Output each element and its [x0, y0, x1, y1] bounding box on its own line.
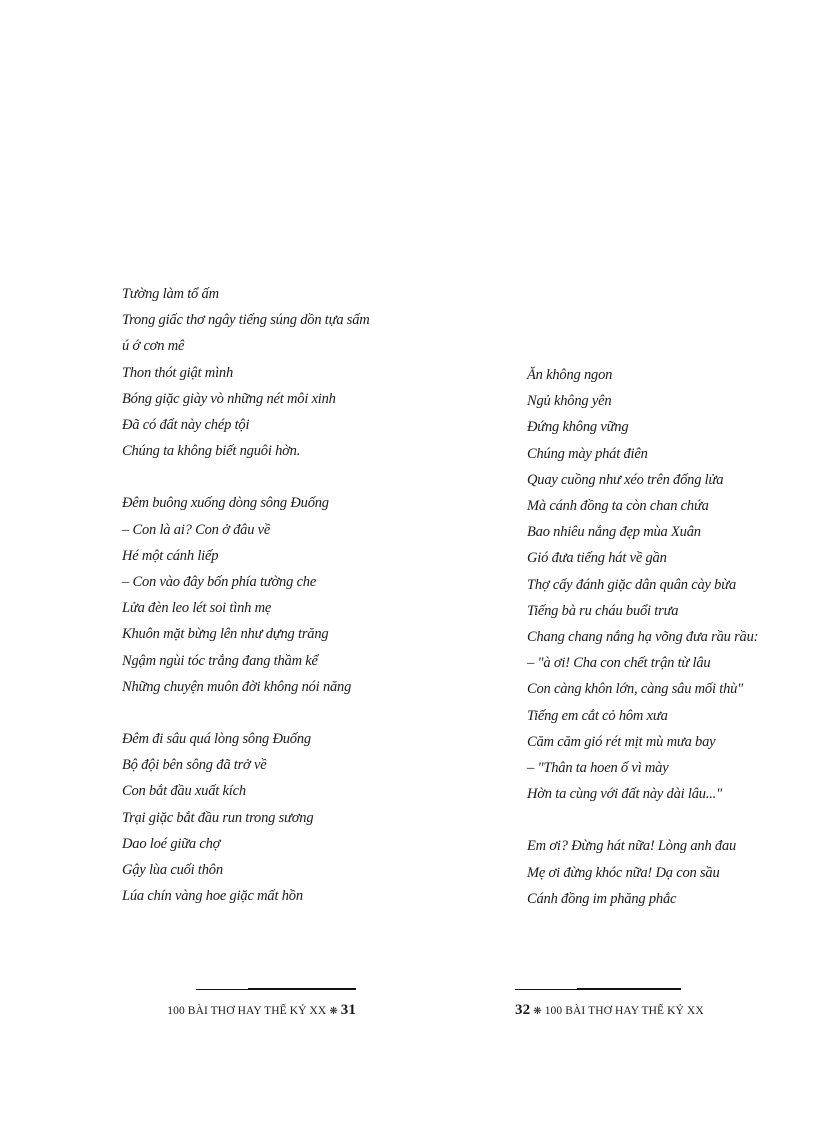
right-page-poem: [527, 362, 787, 938]
poem-line: Em ơi? Đừng hát nữa! Lòng anh đau: [527, 838, 737, 855]
page-number: 32: [515, 1002, 531, 1018]
poem-line: Ăn không ngon: [527, 367, 613, 383]
footer-rule: [248, 988, 356, 990]
poem-line: Con càng khôn lớn, càng sâu mối thù": [527, 681, 744, 698]
stanza: [122, 726, 452, 909]
footer-rule: [577, 988, 681, 990]
poem-line: Tường làm tổ ấm: [122, 286, 219, 302]
poem-line: Quay cuồng như xéo trên đống lửa: [527, 471, 724, 488]
left-page-footer: [167, 988, 356, 1028]
stanza: [122, 281, 452, 464]
poem-line: Đứng không vững: [527, 419, 629, 436]
book-title: 100 BÀI THƠ HAY THẾ KỶ XX: [167, 1005, 327, 1017]
poem-line: Cánh đồng im phăng phắc: [527, 890, 677, 907]
poem-line: Thợ cấy đánh giặc dân quân cày bừa: [527, 576, 736, 593]
poem-line: Hờn ta cùng với đất này dài lâu...": [527, 786, 722, 803]
poem-line: Đã có đất này chép tội: [122, 417, 250, 434]
poem-line: Tiếng em cắt cỏ hôm xưa: [527, 707, 668, 724]
poem-line: Bộ đội bên sông đã trở về: [122, 757, 267, 774]
left-page-poem: [122, 281, 452, 935]
poem-line: Tiếng bà ru cháu buổi trưa: [527, 602, 679, 619]
poem-line: Chang chang nắng hạ võng đưa rầu rầu:: [527, 629, 759, 646]
poem-line: Đêm đi sâu quá lòng sông Đuống: [122, 731, 311, 748]
poem-line: Hé một cánh liếp: [122, 547, 219, 564]
footer-rule: [196, 989, 248, 990]
footer-rule: [515, 989, 577, 990]
poem-line: Căm căm gió rét mịt mù mưa bay: [527, 733, 716, 750]
poem-line: Chúng ta không biết nguôi hờn.: [122, 443, 301, 460]
poem-line: Thon thót giật mình: [122, 364, 234, 381]
page-number: 31: [340, 1002, 356, 1018]
right-page-footer: [515, 988, 704, 1028]
poem-line: Khuôn mặt bừng lên như dựng trăng: [122, 626, 329, 643]
separator-icon: ❋: [329, 1006, 338, 1017]
separator-icon: ❋: [533, 1006, 542, 1017]
poem-line: Lúa chín vàng hoe giặc mất hồn: [122, 888, 303, 905]
poem-line: Ngủ không yên: [527, 393, 612, 410]
poem-line: Trong giấc thơ ngây tiếng súng dồn tựa sấm: [122, 312, 370, 329]
poem-line: Chúng mày phát điên: [527, 445, 648, 462]
poem-line: ú ớ cơn mê: [122, 338, 185, 355]
poem-line: Những chuyện muôn đời không nói năng: [122, 678, 352, 695]
running-footer: [515, 1002, 704, 1019]
poem-line: Gió đưa tiếng hát về gần: [527, 550, 667, 567]
poem-line: Bóng giặc giày vò những nét môi xinh: [122, 390, 336, 407]
poem-line: Con bắt đầu xuất kích: [122, 783, 246, 800]
stanza: [527, 362, 787, 807]
poem-line: Ngậm ngùi tóc trắng đang thầm kể: [122, 652, 318, 669]
poem-line: Mà cánh đồng ta còn chan chứa: [527, 498, 709, 515]
stanza: [122, 490, 452, 700]
running-footer: [167, 1002, 356, 1019]
poem-line: – Con là ai? Con ở đâu về: [122, 521, 271, 538]
book-title: 100 BÀI THƠ HAY THẾ KỶ XX: [544, 1005, 704, 1017]
poem-line: – Con vào đây bốn phía tường che: [122, 574, 317, 591]
poem-line: Mẹ ơi đừng khóc nữa! Dạ con sầu: [527, 864, 720, 881]
poem-line: Dao loé giữa chợ: [122, 835, 221, 852]
stanza: [527, 833, 787, 912]
poem-line: – "à ơi! Cha con chết trận từ lâu: [527, 655, 711, 672]
poem-line: Đêm buông xuống dòng sông Đuống: [122, 495, 329, 512]
poem-line: Gậy lùa cuối thôn: [122, 862, 223, 879]
poem-line: Bao nhiêu nắng đẹp mùa Xuân: [527, 524, 701, 541]
poem-line: Trại giặc bắt đầu run trong sương: [122, 809, 314, 826]
poem-line: – "Thân ta hoen ố vì mày: [527, 760, 669, 777]
poem-line: Lửa đèn leo lét soi tình mẹ: [122, 600, 272, 617]
